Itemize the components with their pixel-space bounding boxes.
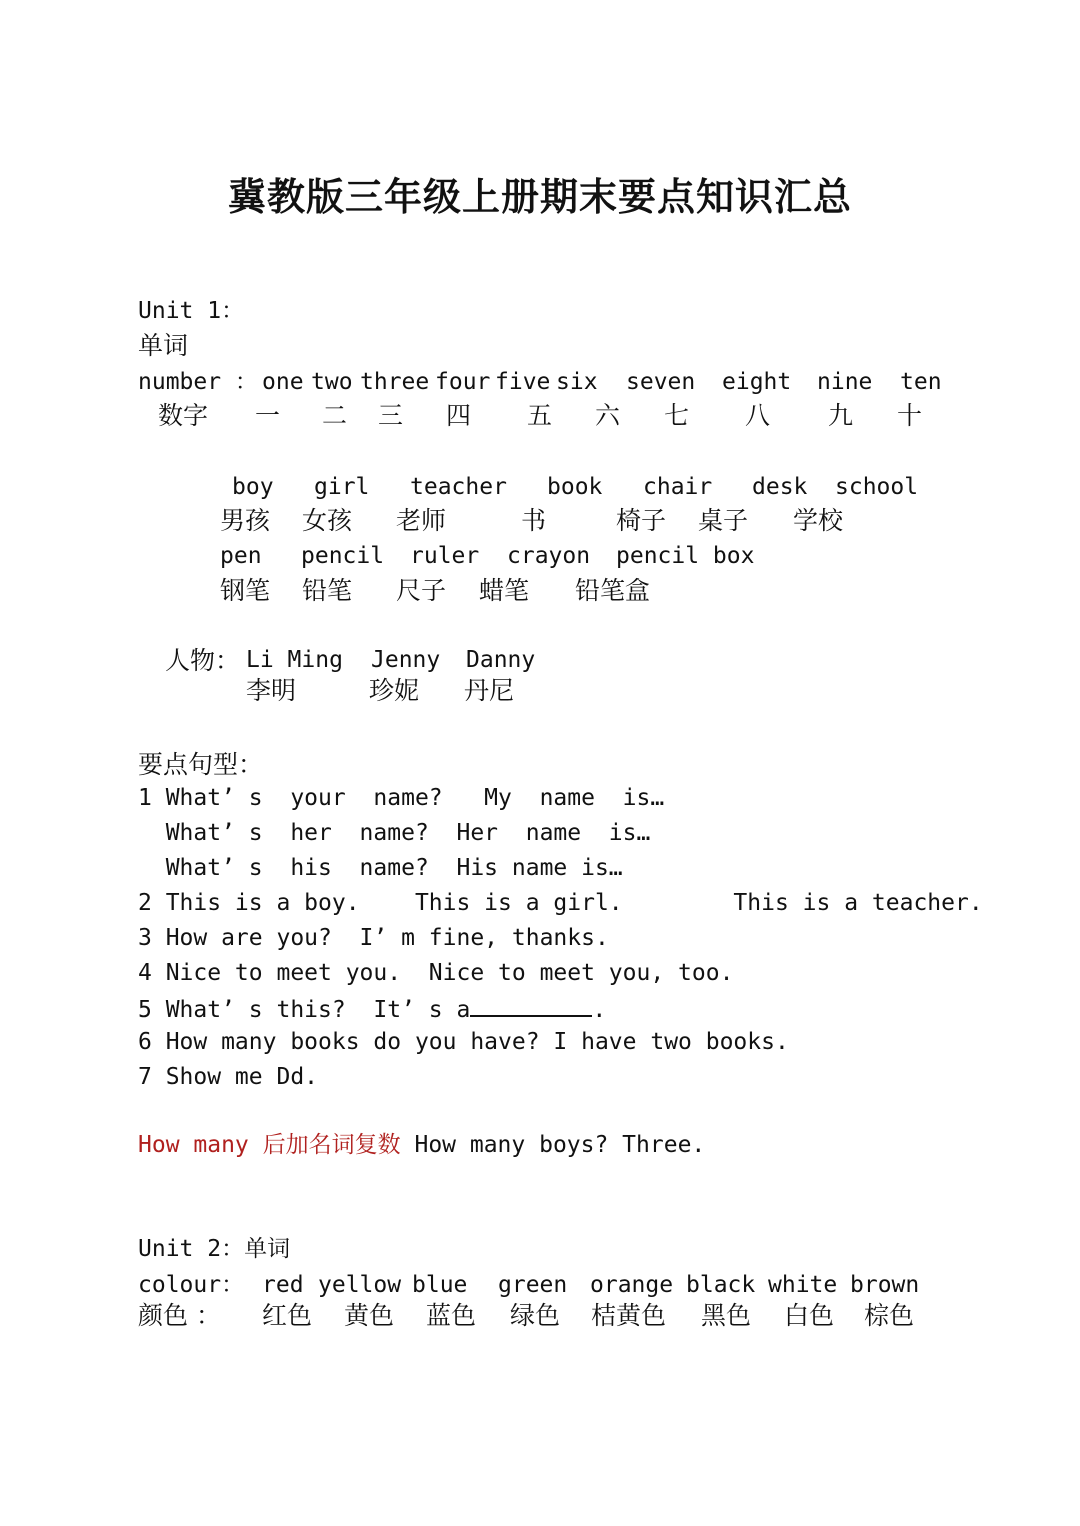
sentence-line: 3 How are you? I’ m fine, thanks. <box>138 925 609 951</box>
vocab-word-cn: 铅笔盒 <box>575 576 651 605</box>
number-cn: 九 <box>828 401 854 430</box>
colour-cn: 白色 <box>784 1301 835 1330</box>
vocab-word: chair <box>643 474 713 500</box>
colour-word: yellow <box>318 1272 402 1298</box>
number-cn: 十 <box>897 401 923 430</box>
vocab-word: crayon <box>507 543 591 569</box>
sentence-line-with-blank <box>138 997 606 1022</box>
unit1-heading: Unit 1： <box>138 298 245 324</box>
colour-cn: 蓝色 <box>426 1301 477 1330</box>
vocab-word-cn: 椅子 <box>616 506 667 535</box>
sentence-text: 5 What’ s this? It’ s a <box>138 997 471 1023</box>
number-cn: 四 <box>446 401 472 430</box>
number-word: five <box>495 369 551 395</box>
vocab-word: pen <box>220 543 262 569</box>
document-title: 冀教版三年级上册期末要点知识汇总 <box>227 175 852 219</box>
colour-word: white <box>768 1272 838 1298</box>
number-cn: 三 <box>378 401 404 430</box>
vocab-word: girl <box>314 474 370 500</box>
colour-label-cn: 颜色 ： <box>138 1301 221 1330</box>
colour-label: colour： <box>138 1272 245 1298</box>
vocab-word: teacher <box>410 474 507 500</box>
number-cn: 一 <box>255 401 281 430</box>
number-cn: 二 <box>322 401 348 430</box>
vocab-word-cn: 男孩 <box>220 506 271 535</box>
vocab-word: boy <box>232 474 274 500</box>
colour-cn: 红色 <box>262 1301 313 1330</box>
person-name: Danny <box>466 647 536 673</box>
sentence-end: . <box>592 997 607 1023</box>
number-word: ten <box>900 369 942 395</box>
colour-word: black <box>686 1272 756 1298</box>
grammar-note-example: How many boys? Three. <box>400 1132 706 1158</box>
number-word: two <box>311 369 353 395</box>
people-label: 人物： <box>165 646 241 675</box>
number-word: eight <box>722 369 792 395</box>
vocab-word-cn: 尺子 <box>396 576 447 605</box>
colour-word: red <box>262 1272 304 1298</box>
number-word: three <box>360 369 430 395</box>
vocab-word: desk <box>752 474 808 500</box>
sentence-line: What’ s her name? Her name is… <box>138 820 651 846</box>
colour-cn: 棕色 <box>864 1301 915 1330</box>
sentence-line: 1 What’ s your name? My name is… <box>138 785 665 811</box>
number-word: six <box>556 369 598 395</box>
number-cn: 七 <box>664 401 690 430</box>
number-cn: 八 <box>745 401 771 430</box>
colour-cn: 黄色 <box>344 1301 395 1330</box>
colour-word: orange <box>590 1272 674 1298</box>
number-word: four <box>435 369 491 395</box>
vocab-word-cn: 书 <box>521 506 547 535</box>
sentence-line: 4 Nice to meet you. Nice to meet you, too. <box>138 960 734 986</box>
vocab-word-cn: 桌子 <box>698 506 749 535</box>
person-name-cn: 李明 <box>246 676 297 705</box>
sentences-label: 要点句型： <box>138 750 264 779</box>
vocab-word-cn: 学校 <box>793 506 844 535</box>
vocab-word-cn: 女孩 <box>302 506 353 535</box>
unit1-vocab-label: 单词 <box>138 331 189 360</box>
vocab-word: school <box>835 474 919 500</box>
number-word: nine <box>817 369 873 395</box>
colour-cn: 桔黄色 <box>591 1301 667 1330</box>
grammar-note-highlight: How many 后加名词复数 <box>138 1132 401 1158</box>
colour-word: brown <box>850 1272 920 1298</box>
unit2-heading: Unit 2：单词 <box>138 1236 291 1262</box>
sentence-line: 2 This is a boy. This is a girl. This is a teacher. <box>138 890 983 916</box>
sentence-line: 7 Show me Dd. <box>138 1064 319 1090</box>
vocab-word-cn: 铅笔 <box>302 576 353 605</box>
number-cn: 五 <box>527 401 553 430</box>
vocab-word-cn: 钢笔 <box>220 576 271 605</box>
colour-word: green <box>498 1272 568 1298</box>
number-word: one <box>262 369 304 395</box>
vocab-word: ruler <box>410 543 480 569</box>
person-name-cn: 珍妮 <box>369 676 420 705</box>
number-cn: 六 <box>595 401 621 430</box>
colour-cn: 绿色 <box>510 1301 561 1330</box>
grammar-note <box>138 1134 705 1157</box>
number-word: seven <box>626 369 696 395</box>
vocab-word-cn: 老师 <box>396 506 447 535</box>
colour-word: blue <box>412 1272 468 1298</box>
vocab-word: pencil box <box>616 543 755 569</box>
sentence-line: What’ s his name? His name is… <box>138 855 623 881</box>
vocab-word: book <box>547 474 603 500</box>
sentence-line: 6 How many books do you have? I have two books. <box>138 1029 789 1055</box>
person-name-cn: 丹尼 <box>464 676 515 705</box>
colour-cn: 黑色 <box>701 1301 752 1330</box>
number-label-cn: 数字 <box>158 401 209 430</box>
vocab-word: pencil <box>301 543 385 569</box>
person-name: Li Ming <box>246 647 343 673</box>
vocab-word-cn: 蜡笔 <box>479 576 530 605</box>
person-name: Jenny <box>371 647 441 673</box>
fill-in-blank <box>470 997 592 1017</box>
number-label: number ： <box>138 369 258 395</box>
